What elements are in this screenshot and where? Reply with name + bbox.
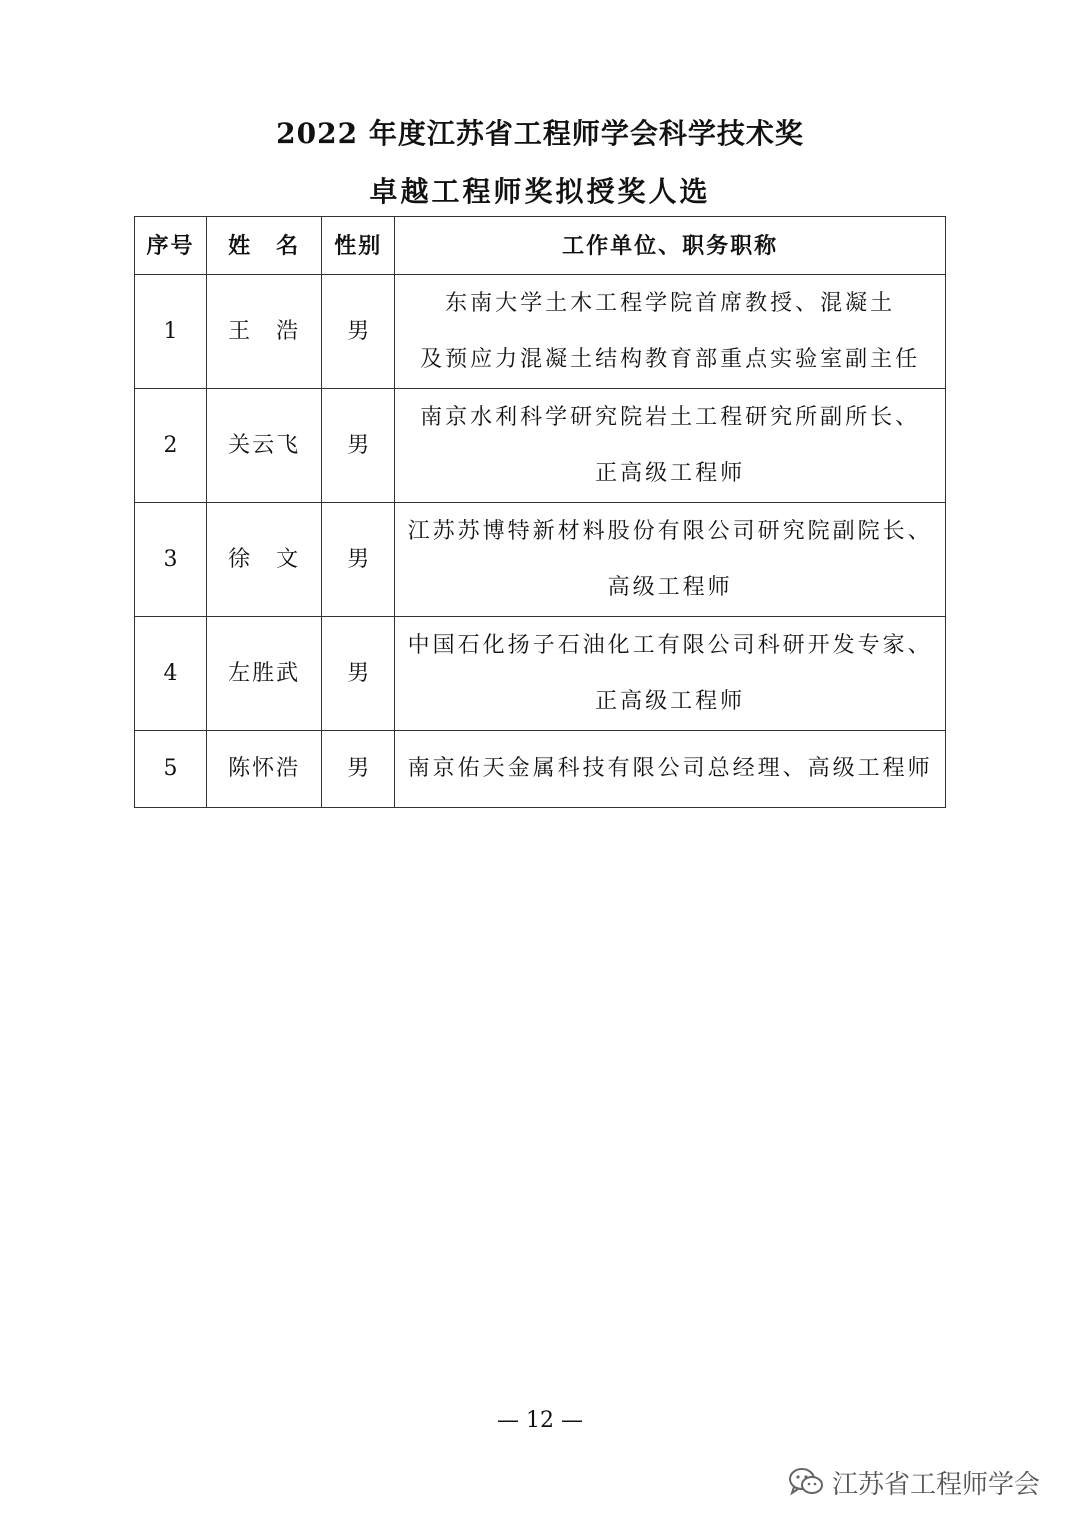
cell-no: 1 [135, 275, 207, 389]
watermark-text: 江苏省工程师学会 [832, 1469, 1041, 1500]
unit-line: 及预应力混凝土结构教育部重点实验室副主任 [420, 346, 921, 372]
cell-name: 王 浩 [207, 275, 322, 389]
cell-unit [395, 389, 946, 503]
nominee-table [134, 216, 946, 808]
unit-line: 东南大学土木工程学院首席教授、混凝土 [445, 290, 896, 316]
cell-unit [395, 617, 946, 731]
unit-line: 南京水利科学研究院岩土工程研究所副所长、 [420, 404, 921, 430]
cell-unit [395, 275, 946, 389]
cell-name: 左胜武 [207, 617, 322, 731]
cell-name: 徐 文 [207, 503, 322, 617]
page-number: — 12 — [497, 1408, 583, 1433]
header-name: 姓 名 [207, 217, 322, 275]
unit-line: 江苏苏博特新材料股份有限公司研究院副院长、 [407, 518, 933, 544]
cell-unit [395, 731, 946, 808]
cell-gender: 男 [322, 389, 395, 503]
cell-gender: 男 [322, 503, 395, 617]
table-row [135, 275, 946, 389]
table-row [135, 731, 946, 808]
wechat-icon [788, 1467, 824, 1497]
cell-unit [395, 503, 946, 617]
header-gender: 性别 [322, 217, 395, 275]
cell-name: 陈怀浩 [207, 731, 322, 808]
unit-line: 南京佑天金属科技有限公司总经理、高级工程师 [407, 756, 933, 781]
cell-name: 关云飞 [207, 389, 322, 503]
unit-line: 中国石化扬子石油化工有限公司科研开发专家、 [407, 632, 933, 658]
document-title-line2: 卓越工程师奖拟授奖人选 [369, 175, 711, 208]
cell-no: 4 [135, 617, 207, 731]
table-header-row [135, 217, 946, 275]
header-no: 序号 [135, 217, 207, 275]
table-row [135, 389, 946, 503]
watermark [788, 1462, 1040, 1502]
cell-no: 2 [135, 389, 207, 503]
cell-gender: 男 [322, 731, 395, 808]
cell-no: 3 [135, 503, 207, 617]
table-row [135, 503, 946, 617]
table-row [135, 617, 946, 731]
document-title-line1: 2022 年度江苏省工程师学会科学技术奖 [276, 117, 804, 150]
unit-line: 正高级工程师 [595, 460, 746, 486]
header-unit: 工作单位、职务职称 [395, 217, 946, 275]
cell-no: 5 [135, 731, 207, 808]
unit-line: 正高级工程师 [595, 688, 746, 714]
cell-gender: 男 [322, 275, 395, 389]
cell-gender: 男 [322, 617, 395, 731]
unit-line: 高级工程师 [607, 574, 733, 600]
